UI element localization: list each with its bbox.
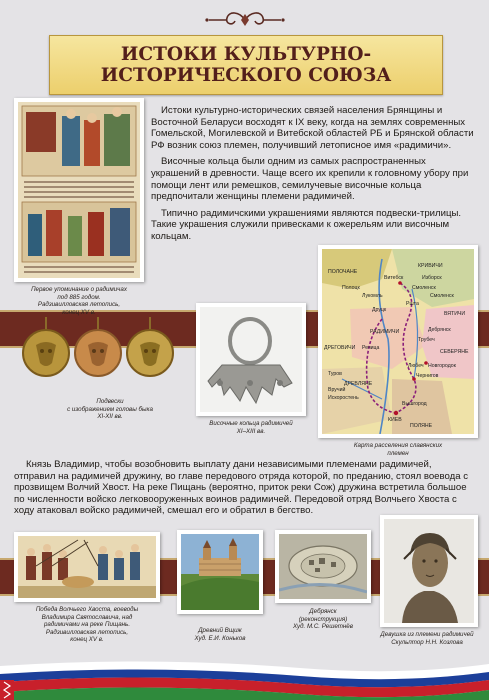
caption-line: Радзивилловская летопись,	[45, 628, 129, 636]
caption-line: Владимира Святославича, над	[41, 613, 133, 621]
caption-line: Скульптор Н.Н. Козлова	[391, 638, 463, 646]
map-label: Лукомль	[362, 293, 383, 299]
temple-ring-caption	[196, 420, 306, 435]
paragraph-battle: Князь Владимир, чтобы возобновить выплату дани независимыми племенами радимичей, отправил на радимичей дружину, во главе передового отряда которой, по преданию, стоял воевода с прозвищем Волчий Хвост. На реке Пищань (вероятно, приток реки Сож) дружина встретила большое по численности войско легковооруженных воинов радимичей. Передовой отряд Волчьего Хвоста с ходу атаковал войско радимичей, смешал его и обратил в бегство.	[14, 459, 469, 517]
caption-line: Дебрянск	[309, 608, 337, 615]
temple-ring-image	[196, 303, 306, 416]
title-line-1: ИСТОКИ КУЛЬТУРНО-	[120, 44, 372, 65]
map-label: ДРЕВЛЯНЕ	[344, 381, 373, 387]
bust-caption	[372, 631, 482, 646]
pendants-caption	[60, 398, 160, 421]
map-label: Новгородок	[428, 363, 456, 369]
paragraph-origins: Истоки культурно-исторических связей населения Брянщины и Восточной Беларуси восходят к IX веку, когда на землях современных Гомельской, Могилевской и Витебской областей РБ и Брянской области РФ возник союз племен, получивший летописное имя «радимичи».	[151, 105, 474, 151]
caption-line: Худ. Е.И. Коньков	[194, 634, 246, 642]
caption-line: XI–XIII вв.	[236, 427, 266, 435]
debryansk-caption	[275, 608, 371, 631]
vshchizh-caption	[177, 627, 263, 642]
page-title	[101, 44, 392, 86]
caption-line: Радзивилловская летопись,	[37, 301, 121, 308]
slavic-tribes-map	[318, 245, 478, 438]
caption-line: Древний Вщиж	[198, 627, 242, 634]
caption-line: (реконструкция)	[298, 615, 348, 623]
battle-caption	[14, 606, 160, 644]
caption-line: с изображением головы быка	[67, 405, 153, 413]
map-label: Любеч	[408, 363, 424, 369]
map-label: ПОЛЯНЕ	[410, 423, 433, 429]
battle-image	[14, 532, 160, 602]
caption-line: Подвески	[96, 398, 124, 405]
map-label: Ршта	[406, 301, 419, 307]
paragraph-pendants: Типично радимичскими украшениями являются подвески-трилицы. Такие украшения служили привесками к ожерельям или височным кольцам.	[151, 207, 462, 242]
map-label: Туров	[328, 371, 342, 377]
map-label: Вручий	[328, 387, 346, 393]
map-label: ВЯТИЧИ	[444, 311, 466, 317]
map-label: ПОЛОЧАНЕ	[328, 269, 358, 275]
title-box	[49, 35, 443, 95]
caption-line: под 885 годом.	[57, 293, 101, 301]
map-label: Искоростень	[328, 395, 359, 401]
caption-line: Карта расселения славянских	[353, 442, 443, 449]
caption-line: Височные кольца радимичей	[209, 420, 293, 427]
map-caption	[318, 442, 478, 457]
chronicle-caption	[14, 286, 144, 316]
paragraph-temple-rings: Височные кольца были одним из самых распространенных украшений в древности. Чаще всего их крепили к головному убору при помощи лент или ремешков, семилучевые височные кольца предпочитали женщины племени радимичей.	[151, 156, 469, 203]
map-label: Вышгород	[402, 401, 427, 407]
caption-line: Первое упоминание о радимичах	[31, 286, 127, 293]
debryansk-image	[275, 530, 371, 603]
map-label: Полоцк	[342, 285, 360, 291]
intro-text	[151, 105, 476, 248]
chronicle-image	[14, 98, 144, 282]
map-label: Чернигов	[416, 373, 439, 379]
map-label: Речица	[362, 345, 380, 351]
caption-line: XI-XII вв.	[97, 413, 123, 420]
map-label: КИЕВ	[388, 417, 402, 423]
caption-line: Победа Волчьего Хвоста, воеводы	[35, 606, 139, 613]
map-label: СЕВЕРЯНЕ	[440, 349, 469, 355]
title-line-2: ИСТОРИЧЕСКОГО СОЮЗА	[100, 65, 392, 86]
bust-image	[380, 515, 478, 627]
caption-line: Девушка из племени радимичей	[380, 631, 474, 638]
ornament-flourish-icon	[205, 9, 285, 31]
map-label: Друцк	[372, 307, 387, 313]
caption-line: конец XV в.	[62, 308, 96, 316]
caption-line: Худ. М.С. Решетнёв	[293, 623, 353, 630]
map-label: ДРЕГОВИЧИ	[324, 345, 356, 351]
caption-line: конец XV в.	[70, 636, 104, 643]
vshchizh-painting	[177, 530, 263, 614]
map-label: Смоленск	[430, 293, 454, 299]
map-label: РАДИМИЧИ	[370, 329, 400, 335]
map-label: Изборск	[422, 275, 442, 281]
map-label: Дебрянск	[428, 327, 451, 333]
flags-ribbon	[0, 646, 489, 700]
caption-line: радимичами на реке Пищань.	[43, 621, 131, 628]
map-label: Смоленск	[412, 285, 436, 291]
pendants-image	[18, 315, 178, 387]
caption-line: племен	[387, 449, 409, 457]
map-label: Трубеч	[418, 337, 435, 343]
map-label: Витебск	[384, 275, 404, 281]
map-label: КРИВИЧИ	[418, 263, 443, 269]
